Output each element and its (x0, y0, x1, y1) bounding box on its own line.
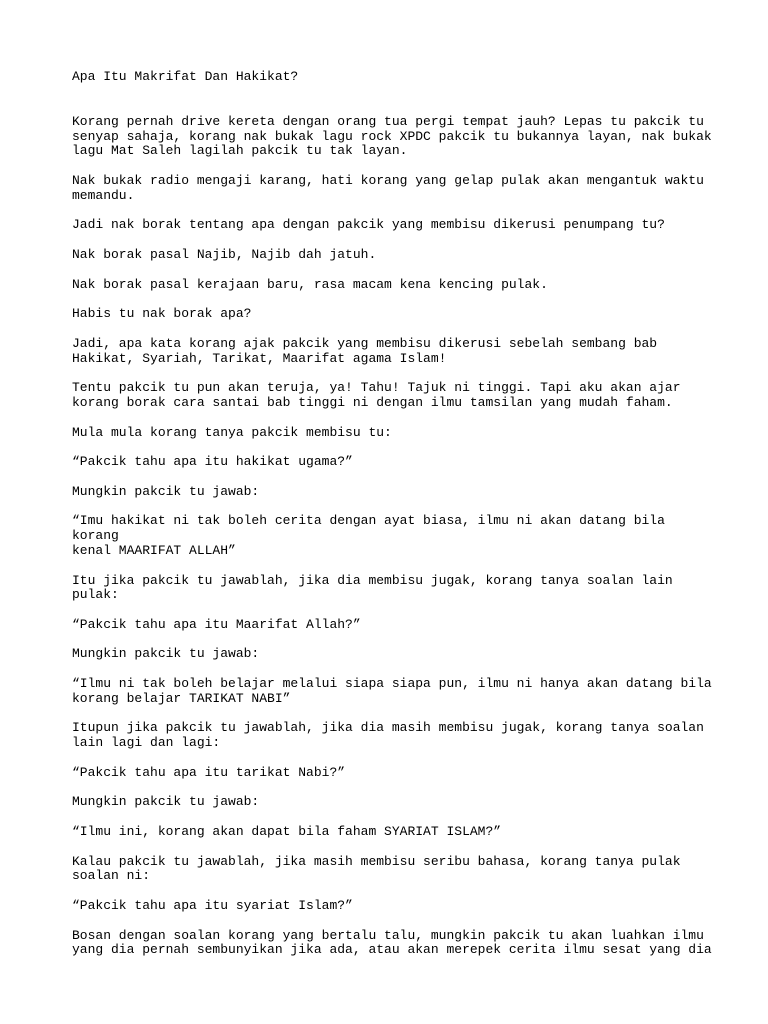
paragraph: Itupun jika pakcik tu jawablah, jika dia masih membisu jugak, korang tanya soalan lain lagi dan lagi: (72, 720, 704, 751)
paragraph: Nak bukak radio mengaji karang, hati korang yang gelap pulak akan mengantuk waktu memandu. (72, 172, 704, 203)
paragraph: Bosan dengan soalan korang yang bertalu talu, mungkin pakcik tu akan luahkan ilmu yang dia pernah sembunyikan jika ada, atau akan merepek cerita ilmu sesat yang dia (72, 927, 712, 958)
paragraph: Nak borak pasal Najib, Najib dah jatuh. (72, 246, 377, 262)
paragraph: Jadi nak borak tentang apa dengan pakcik yang membisu dikerusi penumpang tu? (72, 217, 665, 233)
document-page (72, 70, 712, 973)
paragraph: Kalau pakcik tu jawablah, jika masih membisu seribu bahasa, korang tanya pulak soalan ni: (72, 853, 681, 884)
paragraph: Mungkin pakcik tu jawab: (72, 483, 260, 499)
paragraph: Mungkin pakcik tu jawab: (72, 646, 260, 662)
quote-paragraph: “Imu hakikat ni tak boleh cerita dengan ayat biasa, ilmu ni akan datang bila korang kenal MAARIFAT ALLAH” (72, 513, 665, 558)
quote-paragraph: “Pakcik tahu apa itu Maarifat Allah?” (72, 616, 361, 632)
quote-paragraph: “Ilmu ini, korang akan dapat bila faham SYARIAT ISLAM?” (72, 824, 502, 840)
paragraph: Jadi, apa kata korang ajak pakcik yang membisu dikerusi sebelah sembang bab Hakikat, Syariah, Tarikat, Maarifat agama Islam! (72, 335, 658, 366)
paragraph: Mungkin pakcik tu jawab: (72, 794, 260, 810)
quote-paragraph: “Pakcik tahu apa itu syariat Islam?” (72, 898, 353, 914)
document-title: Apa Itu Makrifat Dan Hakikat? (72, 69, 299, 84)
paragraph: Habis tu nak borak apa? (72, 306, 252, 322)
paragraph: Tentu pakcik tu pun akan teruja, ya! Tahu! Tajuk ni tinggi. Tapi aku akan ajar korang borak cara santai bab tinggi ni dengan ilmu tamsilan yang mudah faham. (72, 380, 681, 410)
quote-paragraph: “Pakcik tahu apa itu hakikat ugama?” (72, 454, 353, 470)
paragraph: Itu jika pakcik tu jawablah, jika dia membisu jugak, korang tanya soalan lain pulak: (72, 572, 673, 603)
paragraph: Mula mula korang tanya pakcik membisu tu: (72, 424, 392, 440)
quote-paragraph: “Ilmu ni tak boleh belajar melalui siapa siapa pun, ilmu ni hanya akan datang bila korang belajar TARIKAT NABI” (72, 676, 712, 706)
quote-paragraph: “Pakcik tahu apa itu tarikat Nabi?” (72, 764, 346, 780)
paragraph: Korang pernah drive kereta dengan orang tua pergi tempat jauh? Lepas tu pakcik tu senyap sahaja, korang nak bukak lagu rock XPDC pakcik tu bukannya layan, nak bukak lagu Mat Saleh lagilah pakcik tu tak layan. (72, 113, 712, 159)
paragraph: Nak borak pasal kerajaan baru, rasa macam kena kencing pulak. (72, 276, 548, 292)
